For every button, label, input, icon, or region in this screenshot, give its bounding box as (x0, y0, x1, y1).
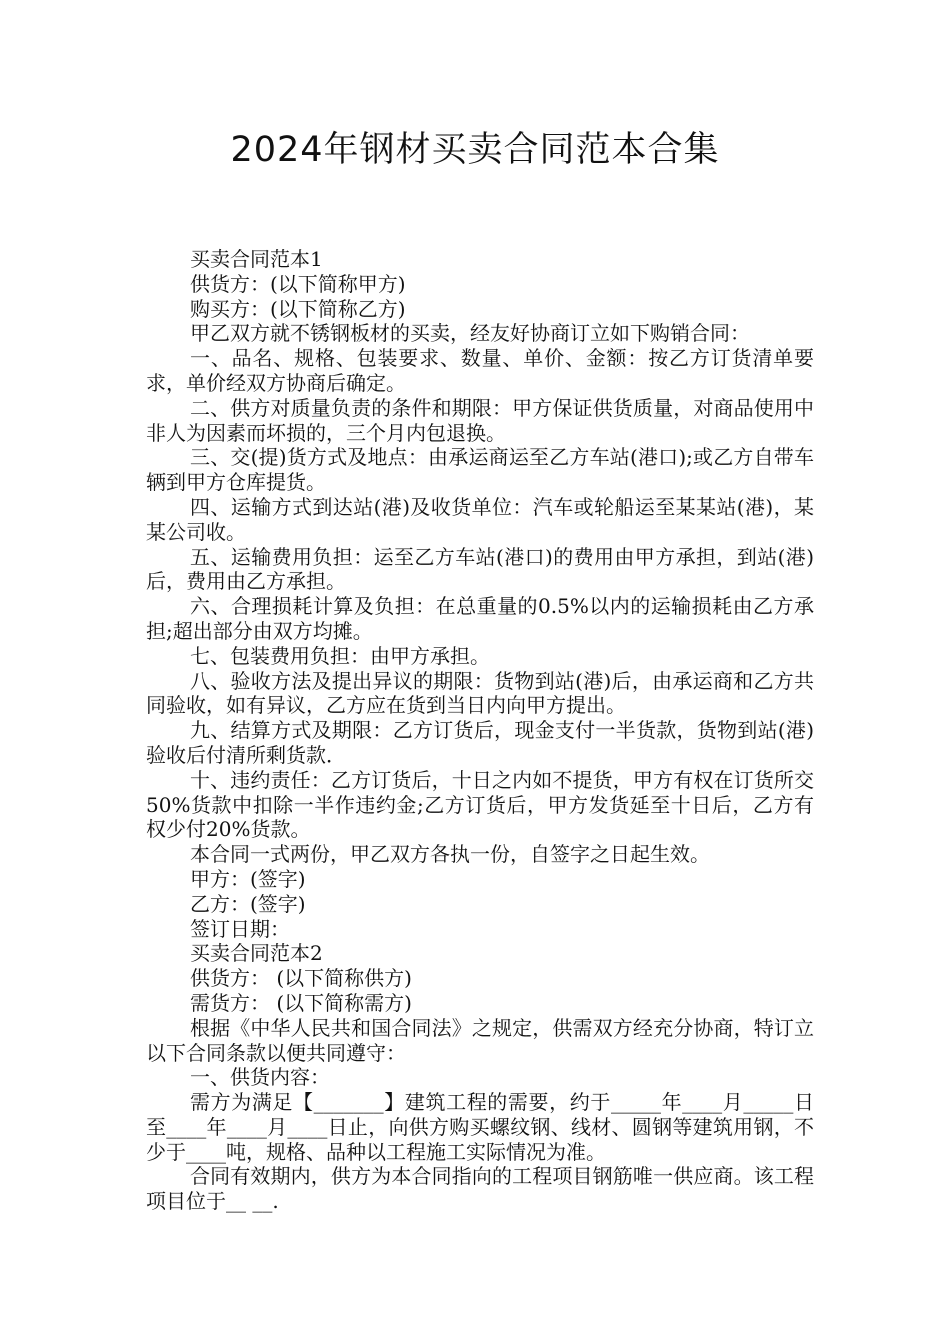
paragraph: 根据《中华人民共和国合同法》之规定，供需双方经充分协商，特订立以下合同条款以便共同遵守： (146, 1015, 814, 1065)
paragraph: 本合同一式两份，甲乙双方各执一份，自签字之日起生效。 (190, 842, 710, 867)
paragraph: 五、运输费用负担：运至乙方车站(港口)的费用由甲方承担，到站(港)后，费用由乙方承担。 (146, 544, 814, 594)
paragraph: 供货方： (以下简称供方) (190, 966, 412, 991)
paragraph: 八、验收方法及提出异议的期限：货物到站(港)后，由承运商和乙方共同验收，如有异议，乙方应在货到当日内向甲方提出。 (146, 668, 814, 718)
paragraph: 签订日期： (190, 916, 290, 941)
paragraph: 需货方： (以下简称需方) (190, 990, 412, 1015)
document-body (146, 247, 814, 1214)
paragraph: 甲乙双方就不锈钢板材的买卖，经友好协商订立如下购销合同： (190, 321, 750, 346)
paragraph: 二、供方对质量负责的条件和期限：甲方保证供货质量，对商品使用中非人为因素而坏损的，三个月内包退换。 (146, 395, 814, 445)
paragraph: 购买方：(以下简称乙方) (190, 296, 406, 321)
paragraph: 合同有效期内，供方为本合同指向的工程项目钢筋唯一供应商。该工程项目位于__ __. (146, 1164, 814, 1214)
paragraph: 六、合理损耗计算及负担：在总重量的0.5%以内的运输损耗由乙方承担;超出部分由双方均摊。 (146, 594, 814, 643)
paragraph: 买卖合同范本1 (190, 247, 323, 271)
paragraph: 四、运输方式到达站(港)及收货单位：汽车或轮船运至某某站(港)，某某公司收。 (146, 494, 814, 544)
paragraph: 九、结算方式及期限：乙方订货后，现金支付一半货款，货物到站(港)验收后付清所剩货款． (146, 718, 814, 767)
paragraph: 三、交(提)货方式及地点：由承运商运至乙方车站(港口);或乙方自带车辆到甲方仓库提货。 (146, 445, 814, 495)
paragraph: 七、包装费用负担：由甲方承担。 (190, 643, 490, 668)
paragraph: 供货方：(以下简称甲方) (190, 271, 406, 296)
paragraph: 一、供货内容： (190, 1065, 330, 1090)
paragraph: 乙方：(签字) (190, 891, 306, 916)
paragraph: 甲方：(签字) (190, 866, 306, 891)
document-title: 2024年钢材买卖合同范本合集 (230, 130, 720, 170)
paragraph: 买卖合同范本2 (190, 941, 323, 966)
paragraph: 一、品名、规格、包装要求、数量、单价、金额：按乙方订货清单要求，单价经双方协商后确定。 (146, 346, 814, 395)
paragraph: 需方为满足【_______】建筑工程的需要，约于_____年____月_____日至____年____月____日止，向供方购买螺纹钢、线材、圆钢等建筑用钢，不少于____吨，规格、品种以工程施工实际情况为准。 (146, 1090, 814, 1164)
paragraph: 十、违约责任：乙方订货后，十日之内如不提货，甲方有权在订货所交50%货款中扣除一半作违约金;乙方订货后，甲方发货延至十日后，乙方有权少付20%货款。 (146, 767, 814, 842)
